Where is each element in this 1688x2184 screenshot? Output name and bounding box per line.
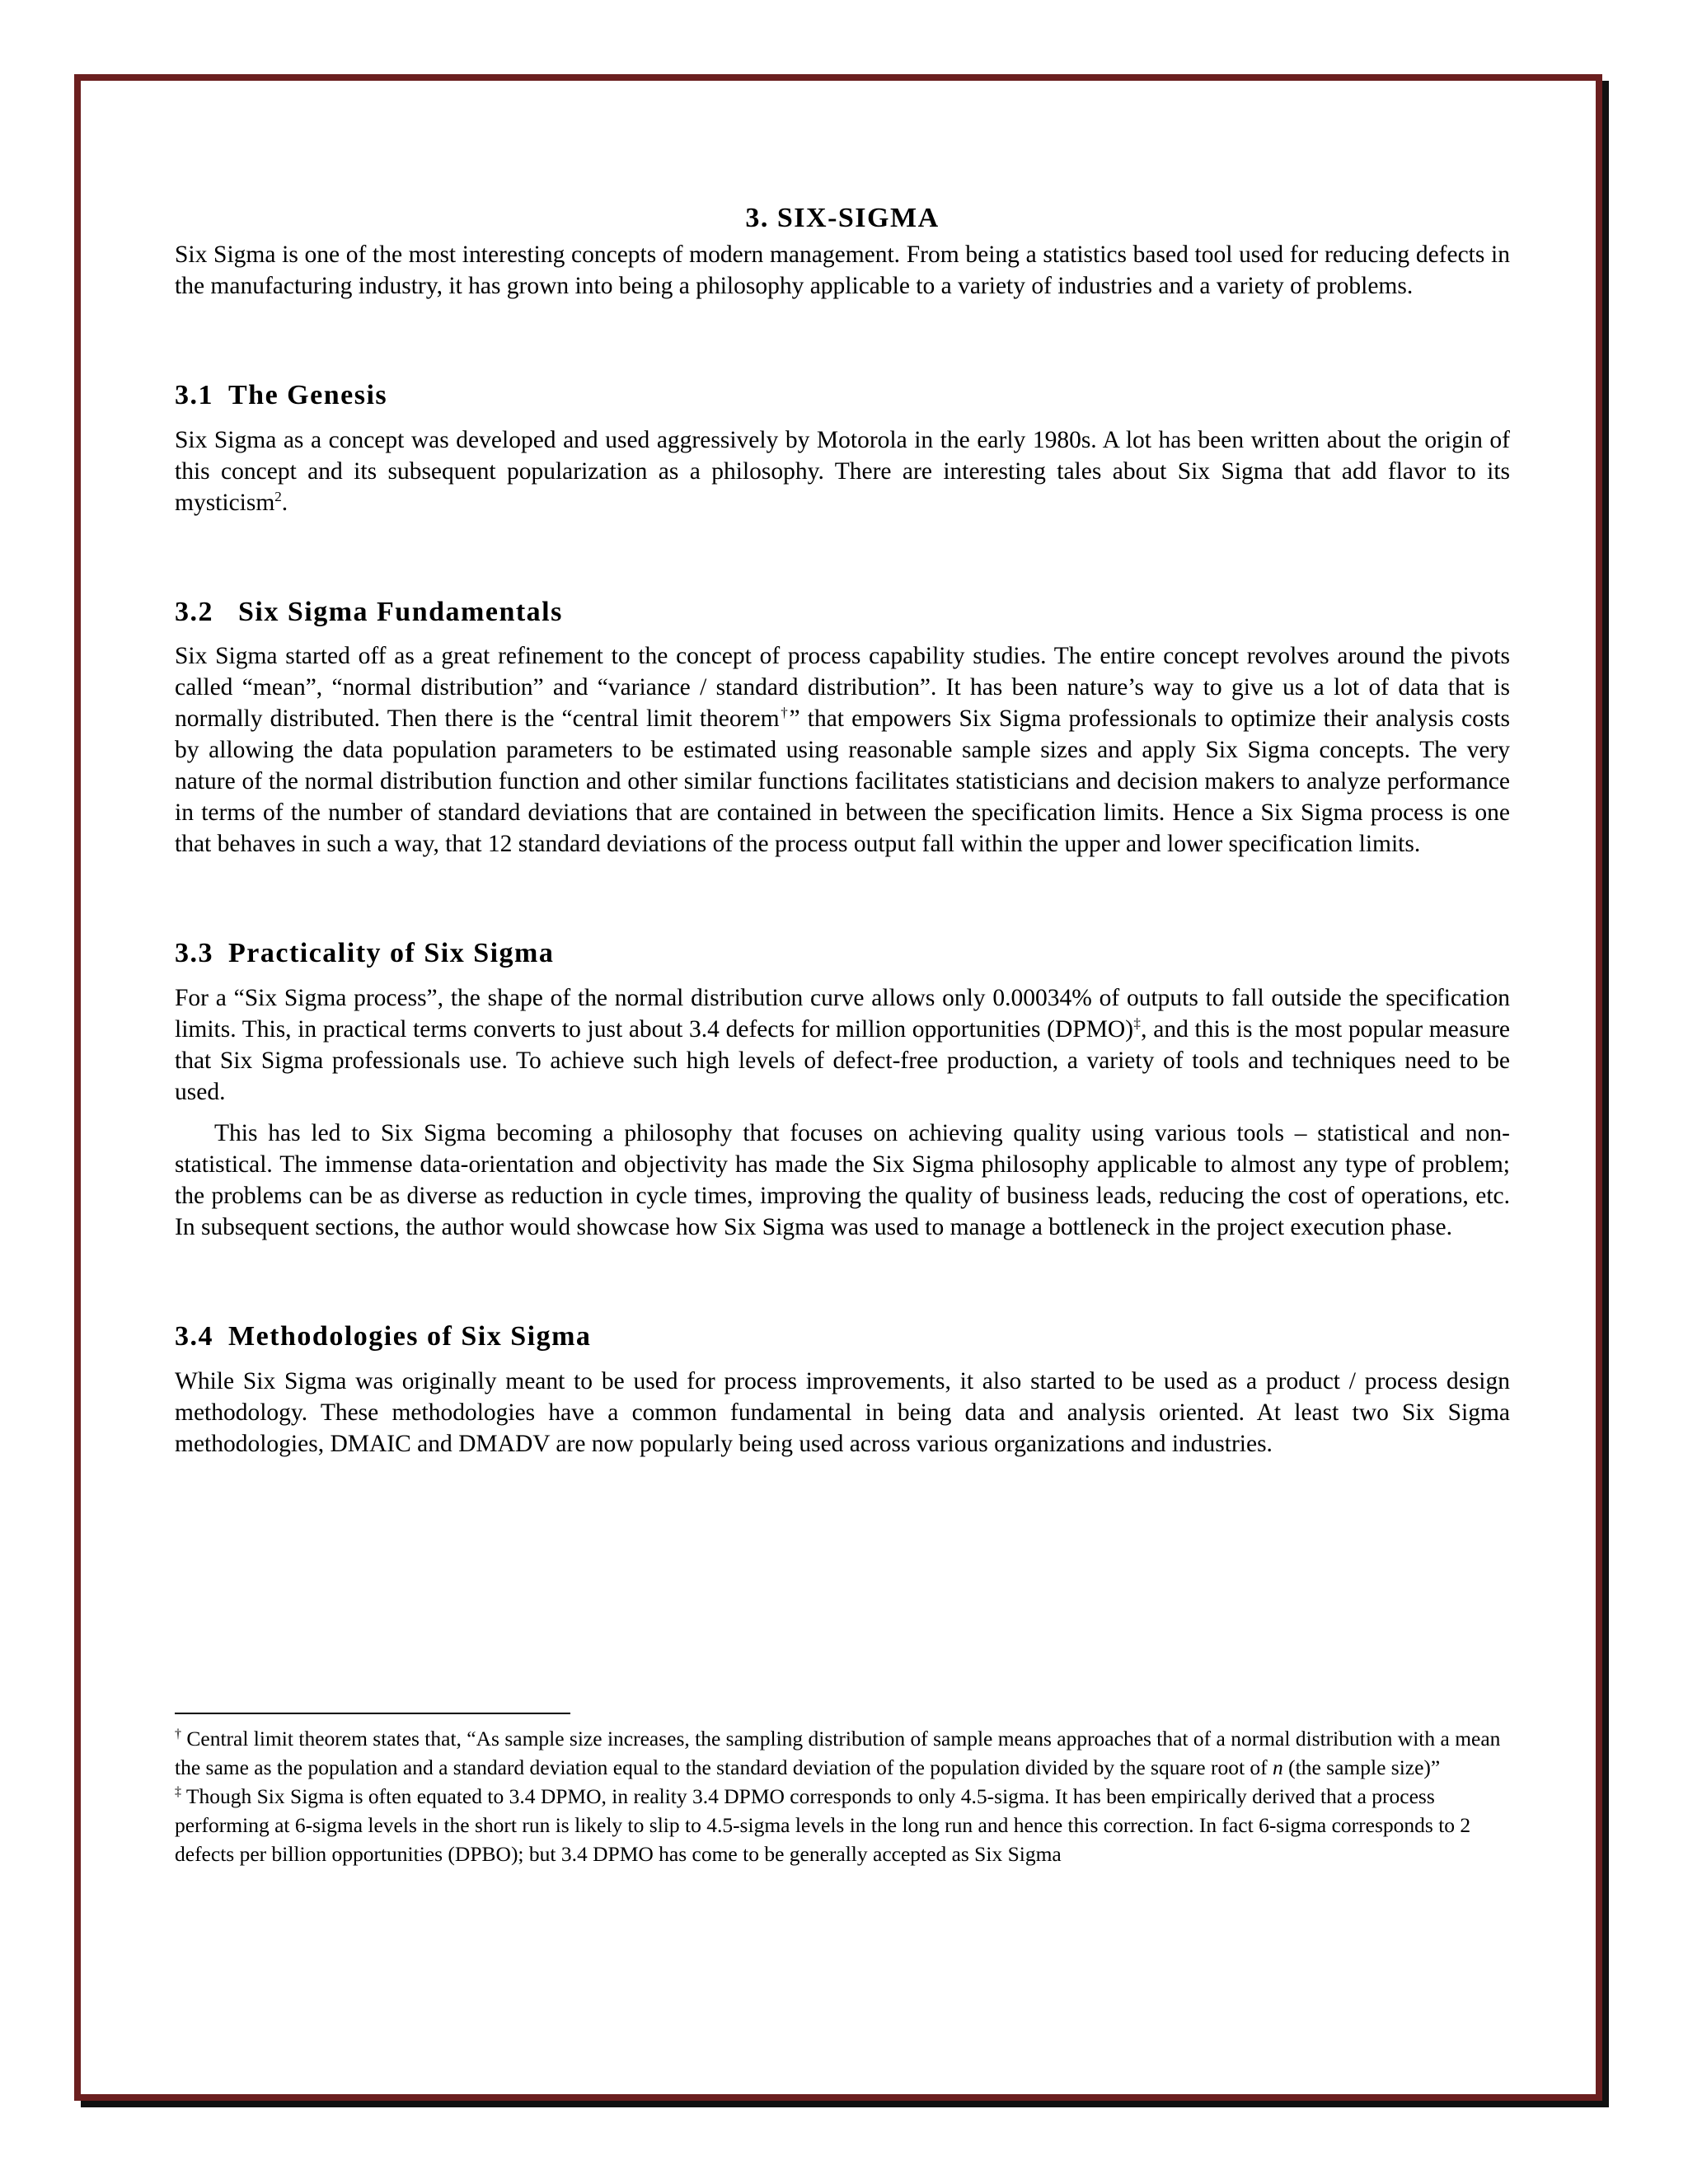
footnote-mark: † <box>175 1727 181 1741</box>
section-3-4-paragraph: While Six Sigma was originally meant to be used for process improvements, it also started to be used as a product / process design methodology. These methodologies have a common fundamental in being data and analysis oriented. At least two Six Sigma methodologies, DMAIC and DMADV are now popularly being used across various organizations and industries. <box>175 1367 1510 1457</box>
document-body <box>175 190 1510 1460</box>
section-title: Practicality of Six Sigma <box>228 938 555 969</box>
footnote-double-dagger: ‡ Though Six Sigma is often equated to 3.4 DPMO, in reality 3.4 DPMO corresponds to only 4.5-sigma. It has been empirically derived that a process performing at 6-sigma levels in the short run is likely to slip to 4.5-sigma levels in the long run and hence this correction. In fact 6-sigma corresponds to 2 defects per billion opportunities (DPBO); but 3.4 DPMO has come to be generally accepted as Six Sigma <box>175 1784 1471 1866</box>
section-number: 3.2 <box>175 596 213 627</box>
footnote-mark: ‡ <box>175 1784 181 1799</box>
section-heading-3-2 <box>175 596 1510 630</box>
footnote-ref: 2 <box>274 488 282 504</box>
section-title: The Genesis <box>228 379 388 410</box>
section-number: 3.4 <box>175 1321 213 1352</box>
section-heading-3-1 <box>175 379 1510 413</box>
section-3-2-paragraph: Six Sigma started off as a great refinement to the concept of process capability studies. The entire concept revolves around the pivots called “mean”, “normal distribution” and “variance / standard distribution”. It has been nature’s way to give us a lot of data that is normally distributed. Then there is the “central limit theorem†” that empowers Six Sigma professionals to optimize their analysis costs by allowing the data population parameters to be estimated using reasonable sample sizes and apply Six Sigma concepts. The very nature of the normal distribution function and other similar functions facilitates statisticians and decision makers to analyze performance in terms of the number of standard deviations that are contained in between the specification limits. Hence a Six Sigma process is one that behaves in such a way, that 12 standard deviations of the process output fall within the upper and lower specification limits. <box>175 643 1511 858</box>
footnotes <box>175 1724 1502 1868</box>
footnote-separator <box>175 1713 570 1714</box>
footnote-ref-dagger: † <box>779 705 790 721</box>
section-heading-3-4 <box>175 1320 1510 1354</box>
section-number: 3.3 <box>175 938 213 969</box>
footnote-ref-double-dagger: ‡ <box>1133 1015 1142 1032</box>
intro-paragraph: Six Sigma is one of the most interesting concepts of modern management. From being a statistics based tool used for reducing defects in the manufacturing industry, it has grown into being a philosophy applicable to a variety of industries and a variety of problems. <box>175 241 1510 299</box>
chapter-title: 3. SIX-SIGMA <box>745 203 940 233</box>
footnote-dagger: † Central limit theorem states that, “As sample size increases, the sampling distribution of sample means approaches that of a normal distribution with a mean the same as the population and a standard deviation equal to the standard deviation of the population divided by the square root of n (the sample size)” <box>175 1727 1501 1779</box>
section-3-1-paragraph: Six Sigma as a concept was developed and used aggressively by Motorola in the early 1980s. A lot has been written about the origin of this concept and its subsequent popularization as a philosophy. There are interesting tales about Six Sigma that add flavor to its mysticism$^2$. <box>175 426 1510 516</box>
section-3-3-paragraph-2: This has led to Six Sigma becoming a philosophy that focuses on achieving quality using various tools – statistical and non-statistical. The immense data-orientation and objectivity has made the Six Sigma philosophy applicable to almost any type of problem; the problems can be as diverse as reduction in cycle times, improving the quality of business leads, reducing the cost of operations, etc. In subsequent sections, the author would showcase how Six Sigma was used to manage a bottleneck in the project execution phase. <box>175 1120 1510 1241</box>
section-title: Methodologies of Six Sigma <box>228 1321 592 1352</box>
section-heading-3-3 <box>175 937 1510 971</box>
section-title: Six Sigma Fundamentals <box>238 596 563 627</box>
section-number: 3.1 <box>175 379 213 410</box>
section-3-3-paragraph-1: For a “Six Sigma process”, the shape of the normal distribution curve allows only 0.00034% of outputs to fall outside the specification limits. This, in practical terms converts to just about 3.4 defects for million opportunities (DPMO)‡, and this is the most popular measure that Six Sigma professionals use. To achieve such high levels of defect-free production, a variety of tools and techniques need to be used. <box>175 985 1511 1106</box>
